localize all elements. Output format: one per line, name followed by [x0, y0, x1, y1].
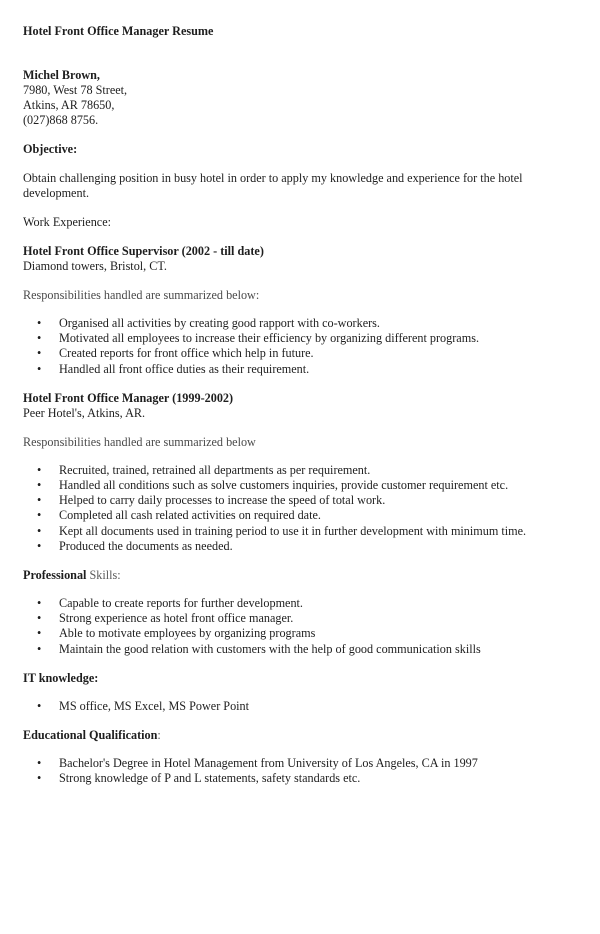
list-item: • Bachelor's Degree in Hotel Management from University of Los Angeles, CA in 1997 [37, 756, 478, 771]
contact-phone: (027)868 8756. [23, 113, 99, 127]
professional-skills-heading [23, 568, 590, 583]
objective-text: Obtain challenging position in busy hotel in order to apply my knowledge and experience for the hotel development. [23, 171, 523, 200]
bullet-icon: • [37, 698, 42, 713]
list-item: • MS office, MS Excel, MS Power Point [37, 698, 250, 713]
professional-skills-list [23, 596, 590, 657]
list-item: • Kept all documents used in training period to use it in further development with minimum time. [37, 523, 527, 538]
list-item: • Handled all conditions such as solve customers inquiries, provide customer requirement etc. [37, 478, 509, 493]
job-2-company: Peer Hotel's, Atkins, AR. [23, 405, 146, 420]
list-item: • Handled all front office duties as their requirement. [37, 361, 310, 376]
bullet-icon: • [37, 462, 42, 477]
contact-city: Atkins, AR 78650, [23, 98, 115, 112]
bullet-icon: • [37, 756, 42, 771]
list-item: • Created reports for front office which help in future. [37, 346, 314, 361]
bullet-icon: • [37, 523, 42, 538]
bullet-icon: • [37, 346, 42, 361]
bullet-icon: • [37, 361, 42, 376]
contact-block [23, 68, 590, 128]
list-item: • Helped to carry daily processes to increase the speed of total work. [37, 493, 386, 508]
job-1-responsibilities [23, 316, 590, 377]
bullet-icon: • [37, 331, 42, 346]
bullet-icon: • [37, 596, 42, 611]
professional-skills-heading-bold: Professional [23, 568, 87, 583]
bullet-icon: • [37, 626, 42, 641]
list-item: • Motivated all employees to increase their efficiency by organizing different programs. [37, 331, 479, 346]
bullet-icon: • [37, 611, 42, 626]
job-2-title: Hotel Front Office Manager (1999-2002) [23, 390, 234, 405]
objective-heading: Objective: [23, 142, 78, 156]
list-item: • Organised all activities by creating good rapport with co-workers. [37, 316, 380, 330]
list-item: • Recruited, trained, retrained all departments as per requirement. [37, 462, 371, 477]
education-heading [23, 728, 590, 743]
job-2-responsibilities [23, 463, 590, 554]
education-heading-bold: Educational Qualification [23, 728, 158, 743]
bullet-icon: • [37, 493, 42, 508]
bullet-icon: • [37, 316, 42, 330]
contact-street: 7980, West 78 Street, [23, 83, 128, 97]
work-experience-heading-text: Work Experience: [23, 215, 112, 229]
bullet-icon: • [37, 641, 42, 656]
bullet-icon: • [37, 771, 42, 786]
job-1-title: Hotel Front Office Supervisor (2002 - till date) [23, 244, 264, 258]
it-knowledge-heading: IT knowledge: [23, 670, 99, 685]
list-item: • Produced the documents as needed. [37, 538, 233, 553]
bullet-icon: • [37, 478, 42, 493]
list-item: • Strong knowledge of P and L statements, safety standards etc. [37, 771, 361, 786]
list-item: • Capable to create reports for further development. [37, 596, 303, 611]
job-1-company: Diamond towers, Bristol, CT. [23, 259, 167, 273]
it-knowledge-list [23, 699, 590, 714]
list-item: • Maintain the good relation with customers with the help of good communication skills [37, 641, 481, 656]
list-item: • Strong experience as hotel front office manager. [37, 611, 294, 626]
education-heading-rest: : [157, 728, 161, 743]
job-1-intro: Responsibilities handled are summarized below: [23, 288, 260, 302]
document-title: Hotel Front Office Manager Resume [23, 24, 214, 38]
professional-skills-heading-rest: Skills: [86, 568, 121, 583]
education-list [23, 756, 590, 786]
list-item: • Able to motivate employees by organizing programs [37, 626, 316, 641]
bullet-icon: • [37, 538, 42, 553]
list-item: • Completed all cash related activities on required date. [37, 508, 321, 523]
contact-name: Michel Brown, [23, 68, 100, 82]
job-2-intro: Responsibilities handled are summarized below [23, 434, 256, 449]
work-experience-heading [23, 215, 590, 230]
bullet-icon: • [37, 508, 42, 523]
